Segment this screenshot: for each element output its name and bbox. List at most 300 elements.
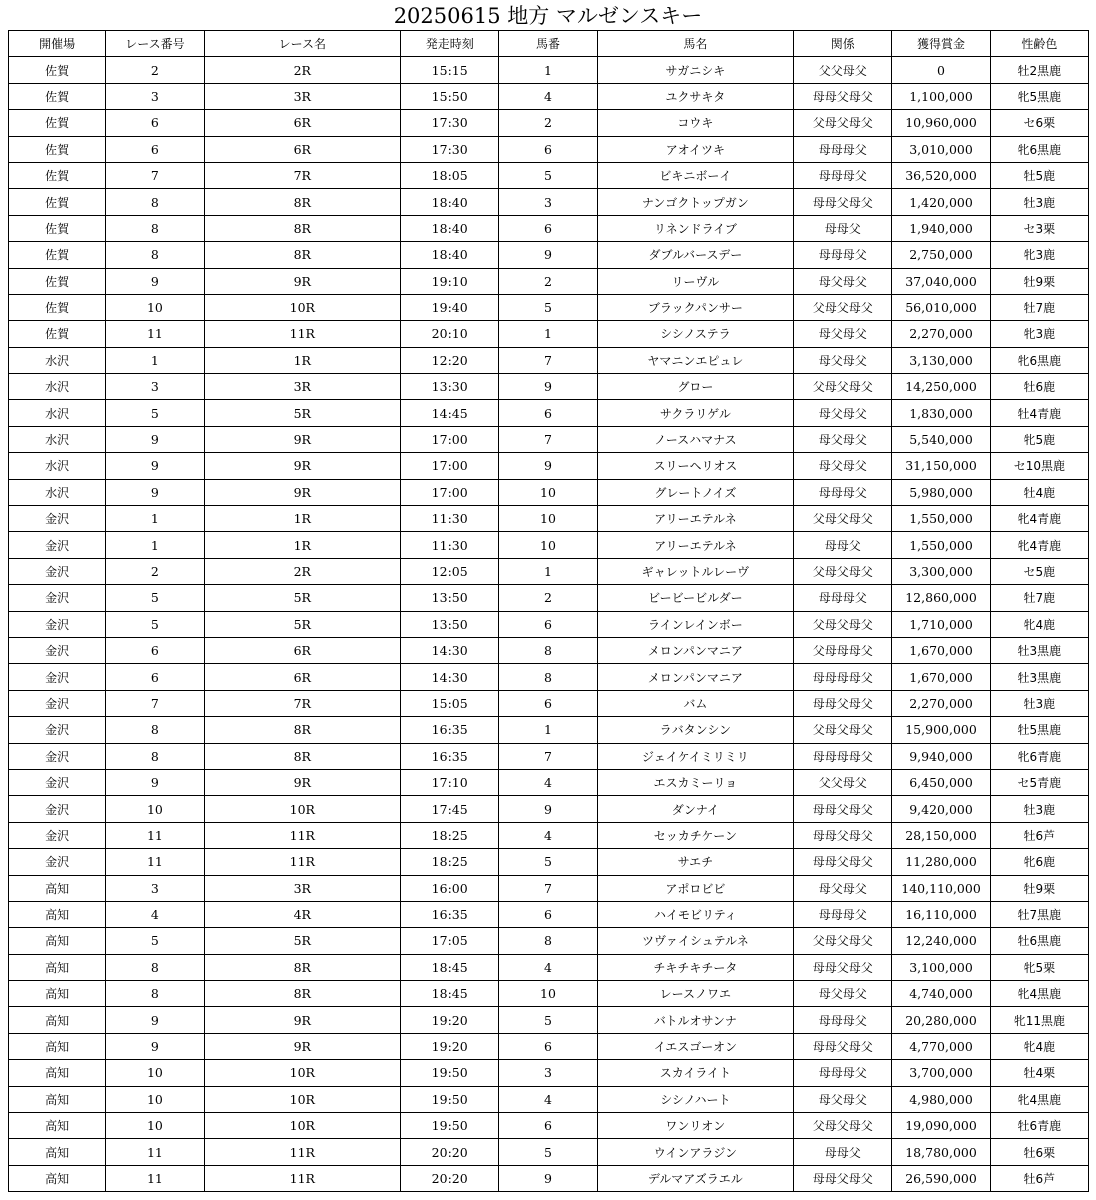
venue-cell: 金沢	[9, 690, 106, 716]
prize-cell: 56,010,000	[892, 294, 990, 320]
venue-cell: 金沢	[9, 558, 106, 584]
sex-age-color-cell: 牝5鹿	[990, 426, 1088, 452]
horse-number-cell: 9	[499, 374, 597, 400]
race-number-cell: 4	[106, 901, 204, 927]
horse-name-cell: ビービービルダー	[597, 585, 794, 611]
table-row	[9, 136, 1089, 162]
header-race-number: レース番号	[106, 31, 204, 57]
start-time-cell: 11:30	[401, 532, 499, 558]
race-number-cell: 11	[106, 321, 204, 347]
horse-number-cell: 7	[499, 426, 597, 452]
table-row	[9, 1060, 1089, 1086]
venue-cell: 高知	[9, 1113, 106, 1139]
prize-cell: 15,900,000	[892, 717, 990, 743]
prize-cell: 4,770,000	[892, 1033, 990, 1059]
sex-age-color-cell: 牝4鹿	[990, 611, 1088, 637]
relation-cell: 母母父母父	[794, 1033, 892, 1059]
horse-name-cell: アポロビビ	[597, 875, 794, 901]
relation-cell: 父母父母父	[794, 717, 892, 743]
sex-age-color-cell: 牡4栗	[990, 1060, 1088, 1086]
start-time-cell: 16:35	[401, 901, 499, 927]
race-number-cell: 9	[106, 268, 204, 294]
prize-cell: 9,420,000	[892, 796, 990, 822]
prize-cell: 14,250,000	[892, 374, 990, 400]
venue-cell: 佐賀	[9, 110, 106, 136]
header-horse-name: 馬名	[597, 31, 794, 57]
race-number-cell: 10	[106, 1086, 204, 1112]
horse-number-cell: 1	[499, 57, 597, 83]
race-number-cell: 8	[106, 189, 204, 215]
sex-age-color-cell: 牡7鹿	[990, 294, 1088, 320]
start-time-cell: 19:20	[401, 1033, 499, 1059]
horse-number-cell: 9	[499, 242, 597, 268]
sex-age-color-cell: 牡6青鹿	[990, 1113, 1088, 1139]
horse-name-cell: バトルオサンナ	[597, 1007, 794, 1033]
table-row	[9, 769, 1089, 795]
start-time-cell: 14:30	[401, 664, 499, 690]
venue-cell: 高知	[9, 1007, 106, 1033]
race-number-cell: 9	[106, 426, 204, 452]
relation-cell: 母母父母父	[794, 83, 892, 109]
table-row	[9, 1113, 1089, 1139]
horse-number-cell: 6	[499, 215, 597, 241]
sex-age-color-cell: 牝4黒鹿	[990, 981, 1088, 1007]
table-row	[9, 453, 1089, 479]
results-table	[8, 30, 1089, 1192]
relation-cell: 父父母父	[794, 769, 892, 795]
race-number-cell: 8	[106, 954, 204, 980]
venue-cell: 佐賀	[9, 189, 106, 215]
race-name-cell: 3R	[204, 374, 401, 400]
venue-cell: 高知	[9, 1033, 106, 1059]
race-number-cell: 10	[106, 1113, 204, 1139]
venue-cell: 金沢	[9, 637, 106, 663]
race-name-cell: 8R	[204, 743, 401, 769]
race-name-cell: 1R	[204, 532, 401, 558]
horse-number-cell: 3	[499, 1060, 597, 1086]
prize-cell: 4,740,000	[892, 981, 990, 1007]
race-number-cell: 3	[106, 83, 204, 109]
prize-cell: 1,940,000	[892, 215, 990, 241]
horse-number-cell: 6	[499, 400, 597, 426]
start-time-cell: 17:45	[401, 796, 499, 822]
horse-number-cell: 6	[499, 901, 597, 927]
prize-cell: 3,130,000	[892, 347, 990, 373]
race-number-cell: 9	[106, 479, 204, 505]
table-row	[9, 374, 1089, 400]
relation-cell: 母母父	[794, 532, 892, 558]
race-number-cell: 10	[106, 796, 204, 822]
table-row	[9, 1165, 1089, 1191]
race-name-cell: 4R	[204, 901, 401, 927]
horse-number-cell: 6	[499, 1113, 597, 1139]
start-time-cell: 20:10	[401, 321, 499, 347]
horse-number-cell: 10	[499, 506, 597, 532]
race-name-cell: 5R	[204, 928, 401, 954]
horse-number-cell: 5	[499, 1007, 597, 1033]
venue-cell: 佐賀	[9, 57, 106, 83]
table-row	[9, 321, 1089, 347]
race-name-cell: 8R	[204, 954, 401, 980]
horse-number-cell: 6	[499, 136, 597, 162]
table-row	[9, 532, 1089, 558]
relation-cell: 母母母父	[794, 585, 892, 611]
table-row	[9, 1007, 1089, 1033]
race-number-cell: 8	[106, 215, 204, 241]
horse-number-cell: 2	[499, 268, 597, 294]
start-time-cell: 17:00	[401, 479, 499, 505]
race-name-cell: 8R	[204, 215, 401, 241]
venue-cell: 金沢	[9, 717, 106, 743]
venue-cell: 水沢	[9, 453, 106, 479]
start-time-cell: 19:40	[401, 294, 499, 320]
race-number-cell: 5	[106, 928, 204, 954]
race-name-cell: 10R	[204, 1060, 401, 1086]
horse-name-cell: グロー	[597, 374, 794, 400]
venue-cell: 金沢	[9, 506, 106, 532]
table-row	[9, 981, 1089, 1007]
prize-cell: 18,780,000	[892, 1139, 990, 1165]
horse-number-cell: 6	[499, 1033, 597, 1059]
start-time-cell: 17:05	[401, 928, 499, 954]
sex-age-color-cell: セ10黒鹿	[990, 453, 1088, 479]
horse-name-cell: サエチ	[597, 849, 794, 875]
sex-age-color-cell: 牡3鹿	[990, 189, 1088, 215]
relation-cell: 母父母父	[794, 400, 892, 426]
venue-cell: 高知	[9, 1086, 106, 1112]
relation-cell: 父母父母父	[794, 374, 892, 400]
race-name-cell: 11R	[204, 321, 401, 347]
horse-name-cell: ダンナイ	[597, 796, 794, 822]
venue-cell: 高知	[9, 1060, 106, 1086]
horse-name-cell: ヤマニンエピュレ	[597, 347, 794, 373]
sex-age-color-cell: 牡6芦	[990, 1165, 1088, 1191]
race-name-cell: 11R	[204, 822, 401, 848]
relation-cell: 母母母父	[794, 136, 892, 162]
horse-name-cell: リーヴル	[597, 268, 794, 294]
table-row	[9, 400, 1089, 426]
prize-cell: 12,240,000	[892, 928, 990, 954]
prize-cell: 5,980,000	[892, 479, 990, 505]
race-name-cell: 7R	[204, 690, 401, 716]
race-name-cell: 7R	[204, 162, 401, 188]
horse-number-cell: 7	[499, 743, 597, 769]
table-row	[9, 506, 1089, 532]
relation-cell: 母父母父	[794, 347, 892, 373]
race-number-cell: 1	[106, 506, 204, 532]
horse-name-cell: ユクサキタ	[597, 83, 794, 109]
horse-name-cell: イエスゴーオン	[597, 1033, 794, 1059]
horse-name-cell: シシノハート	[597, 1086, 794, 1112]
horse-name-cell: ビキニボーイ	[597, 162, 794, 188]
table-row	[9, 189, 1089, 215]
prize-cell: 9,940,000	[892, 743, 990, 769]
horse-number-cell: 7	[499, 875, 597, 901]
race-number-cell: 10	[106, 294, 204, 320]
start-time-cell: 17:30	[401, 110, 499, 136]
race-number-cell: 3	[106, 374, 204, 400]
relation-cell: 父母父母父	[794, 558, 892, 584]
race-name-cell: 11R	[204, 849, 401, 875]
prize-cell: 2,270,000	[892, 321, 990, 347]
sex-age-color-cell: 牡6芦	[990, 822, 1088, 848]
relation-cell: 母母父母父	[794, 796, 892, 822]
table-row	[9, 717, 1089, 743]
start-time-cell: 15:05	[401, 690, 499, 716]
race-number-cell: 8	[106, 242, 204, 268]
start-time-cell: 19:50	[401, 1086, 499, 1112]
table-row	[9, 1033, 1089, 1059]
race-name-cell: 11R	[204, 1139, 401, 1165]
table-row	[9, 558, 1089, 584]
venue-cell: 佐賀	[9, 268, 106, 294]
relation-cell: 母父母父	[794, 875, 892, 901]
horse-name-cell: ブラックパンサー	[597, 294, 794, 320]
prize-cell: 2,750,000	[892, 242, 990, 268]
prize-cell: 6,450,000	[892, 769, 990, 795]
relation-cell: 母父母父	[794, 1086, 892, 1112]
race-name-cell: 5R	[204, 400, 401, 426]
venue-cell: 水沢	[9, 426, 106, 452]
horse-number-cell: 1	[499, 321, 597, 347]
horse-name-cell: ダブルバースデー	[597, 242, 794, 268]
table-row	[9, 664, 1089, 690]
relation-cell: 父母父母父	[794, 294, 892, 320]
horse-number-cell: 9	[499, 796, 597, 822]
horse-name-cell: ジェイケイミリミリ	[597, 743, 794, 769]
relation-cell: 父母父母父	[794, 506, 892, 532]
sex-age-color-cell: 牡3鹿	[990, 796, 1088, 822]
horse-name-cell: メロンパンマニア	[597, 664, 794, 690]
sex-age-color-cell: 牡6鹿	[990, 374, 1088, 400]
sex-age-color-cell: 牝3鹿	[990, 242, 1088, 268]
sex-age-color-cell: 牡3鹿	[990, 690, 1088, 716]
relation-cell: 母母父	[794, 1139, 892, 1165]
prize-cell: 1,710,000	[892, 611, 990, 637]
start-time-cell: 17:00	[401, 453, 499, 479]
sex-age-color-cell: 牡5鹿	[990, 162, 1088, 188]
prize-cell: 1,550,000	[892, 506, 990, 532]
race-number-cell: 9	[106, 453, 204, 479]
venue-cell: 高知	[9, 1165, 106, 1191]
relation-cell: 母母父母父	[794, 822, 892, 848]
table-row	[9, 1086, 1089, 1112]
horse-number-cell: 4	[499, 822, 597, 848]
relation-cell: 母母父母父	[794, 849, 892, 875]
header-venue: 開催場	[9, 31, 106, 57]
horse-name-cell: ナンゴクトップガン	[597, 189, 794, 215]
table-row	[9, 928, 1089, 954]
relation-cell: 父母父母父	[794, 611, 892, 637]
horse-name-cell: メロンパンマニア	[597, 637, 794, 663]
table-row	[9, 110, 1089, 136]
relation-cell: 母父母父	[794, 268, 892, 294]
prize-cell: 2,270,000	[892, 690, 990, 716]
header-relation: 関係	[794, 31, 892, 57]
header-start-time: 発走時刻	[401, 31, 499, 57]
venue-cell: 高知	[9, 981, 106, 1007]
table-row	[9, 479, 1089, 505]
horse-name-cell: アオイツキ	[597, 136, 794, 162]
horse-name-cell: グレートノイズ	[597, 479, 794, 505]
sex-age-color-cell: 牡3黒鹿	[990, 637, 1088, 663]
prize-cell: 3,010,000	[892, 136, 990, 162]
start-time-cell: 19:50	[401, 1113, 499, 1139]
sex-age-color-cell: 牡4鹿	[990, 479, 1088, 505]
start-time-cell: 20:20	[401, 1165, 499, 1191]
horse-number-cell: 8	[499, 664, 597, 690]
horse-number-cell: 3	[499, 189, 597, 215]
prize-cell: 20,280,000	[892, 1007, 990, 1033]
venue-cell: 金沢	[9, 822, 106, 848]
prize-cell: 3,100,000	[892, 954, 990, 980]
header-race-name: レース名	[204, 31, 401, 57]
start-time-cell: 15:50	[401, 83, 499, 109]
race-name-cell: 9R	[204, 453, 401, 479]
horse-name-cell: コウキ	[597, 110, 794, 136]
start-time-cell: 12:20	[401, 347, 499, 373]
prize-cell: 10,960,000	[892, 110, 990, 136]
sex-age-color-cell: 牡5黒鹿	[990, 717, 1088, 743]
horse-number-cell: 2	[499, 110, 597, 136]
horse-name-cell: チキチキチータ	[597, 954, 794, 980]
start-time-cell: 17:00	[401, 426, 499, 452]
prize-cell: 3,700,000	[892, 1060, 990, 1086]
start-time-cell: 15:15	[401, 57, 499, 83]
race-number-cell: 9	[106, 769, 204, 795]
relation-cell: 父母母母父	[794, 637, 892, 663]
venue-cell: 水沢	[9, 374, 106, 400]
race-name-cell: 8R	[204, 242, 401, 268]
horse-number-cell: 1	[499, 558, 597, 584]
horse-name-cell: アリーエテルネ	[597, 506, 794, 532]
sex-age-color-cell: 牝5黒鹿	[990, 83, 1088, 109]
race-name-cell: 8R	[204, 717, 401, 743]
venue-cell: 佐賀	[9, 215, 106, 241]
start-time-cell: 19:10	[401, 268, 499, 294]
sex-age-color-cell: 牡9栗	[990, 875, 1088, 901]
race-name-cell: 9R	[204, 769, 401, 795]
horse-name-cell: スカイライト	[597, 1060, 794, 1086]
horse-name-cell: エスカミーリョ	[597, 769, 794, 795]
start-time-cell: 18:40	[401, 242, 499, 268]
start-time-cell: 17:30	[401, 136, 499, 162]
table-row	[9, 901, 1089, 927]
venue-cell: 金沢	[9, 585, 106, 611]
horse-number-cell: 10	[499, 479, 597, 505]
start-time-cell: 18:25	[401, 849, 499, 875]
horse-name-cell: サクラリゲル	[597, 400, 794, 426]
race-number-cell: 1	[106, 347, 204, 373]
race-name-cell: 6R	[204, 664, 401, 690]
relation-cell: 母母母父	[794, 242, 892, 268]
start-time-cell: 18:25	[401, 822, 499, 848]
venue-cell: 佐賀	[9, 321, 106, 347]
venue-cell: 金沢	[9, 664, 106, 690]
relation-cell: 母母母母父	[794, 664, 892, 690]
venue-cell: 佐賀	[9, 242, 106, 268]
horse-number-cell: 10	[499, 532, 597, 558]
race-name-cell: 2R	[204, 57, 401, 83]
race-name-cell: 8R	[204, 189, 401, 215]
race-name-cell: 1R	[204, 347, 401, 373]
horse-name-cell: ラバタンシン	[597, 717, 794, 743]
header-row	[9, 31, 1089, 57]
race-name-cell: 8R	[204, 981, 401, 1007]
race-name-cell: 3R	[204, 875, 401, 901]
horse-name-cell: アリーエテルネ	[597, 532, 794, 558]
sex-age-color-cell: 牡2黒鹿	[990, 57, 1088, 83]
race-number-cell: 6	[106, 136, 204, 162]
horse-number-cell: 4	[499, 1086, 597, 1112]
race-number-cell: 6	[106, 664, 204, 690]
relation-cell: 母母母父	[794, 901, 892, 927]
prize-cell: 11,280,000	[892, 849, 990, 875]
horse-number-cell: 2	[499, 585, 597, 611]
sex-age-color-cell: 牝4鹿	[990, 1033, 1088, 1059]
race-name-cell: 3R	[204, 83, 401, 109]
prize-cell: 36,520,000	[892, 162, 990, 188]
table-row	[9, 849, 1089, 875]
race-number-cell: 3	[106, 875, 204, 901]
horse-name-cell: スリーヘリオス	[597, 453, 794, 479]
prize-cell: 5,540,000	[892, 426, 990, 452]
race-number-cell: 7	[106, 162, 204, 188]
relation-cell: 母母父母父	[794, 690, 892, 716]
page-title: 20250615 地方 マルゼンスキー	[393, 4, 703, 28]
table-row	[9, 822, 1089, 848]
horse-number-cell: 5	[499, 294, 597, 320]
venue-cell: 高知	[9, 1139, 106, 1165]
prize-cell: 0	[892, 57, 990, 83]
race-number-cell: 11	[106, 822, 204, 848]
sex-age-color-cell: 牝4青鹿	[990, 532, 1088, 558]
horse-number-cell: 6	[499, 611, 597, 637]
relation-cell: 母母父母父	[794, 954, 892, 980]
venue-cell: 金沢	[9, 743, 106, 769]
race-name-cell: 9R	[204, 1007, 401, 1033]
race-number-cell: 2	[106, 558, 204, 584]
horse-name-cell: ギャレットルレーヴ	[597, 558, 794, 584]
race-number-cell: 9	[106, 1007, 204, 1033]
horse-number-cell: 5	[499, 849, 597, 875]
relation-cell: 父母父母父	[794, 928, 892, 954]
table-row	[9, 743, 1089, 769]
relation-cell: 母母母父	[794, 1007, 892, 1033]
race-name-cell: 10R	[204, 294, 401, 320]
horse-number-cell: 8	[499, 637, 597, 663]
sex-age-color-cell: 牡7黒鹿	[990, 901, 1088, 927]
start-time-cell: 19:50	[401, 1060, 499, 1086]
table-row	[9, 611, 1089, 637]
horse-name-cell: サガニシキ	[597, 57, 794, 83]
relation-cell: 父母父母父	[794, 110, 892, 136]
start-time-cell: 18:45	[401, 954, 499, 980]
race-name-cell: 10R	[204, 1113, 401, 1139]
prize-cell: 19,090,000	[892, 1113, 990, 1139]
table-body	[9, 57, 1089, 1192]
race-number-cell: 6	[106, 110, 204, 136]
venue-cell: 金沢	[9, 849, 106, 875]
table-row	[9, 585, 1089, 611]
start-time-cell: 13:30	[401, 374, 499, 400]
race-number-cell: 5	[106, 611, 204, 637]
relation-cell: 母母父母父	[794, 1165, 892, 1191]
start-time-cell: 18:40	[401, 215, 499, 241]
horse-number-cell: 6	[499, 690, 597, 716]
table-row	[9, 215, 1089, 241]
sex-age-color-cell: 牡6黒鹿	[990, 928, 1088, 954]
